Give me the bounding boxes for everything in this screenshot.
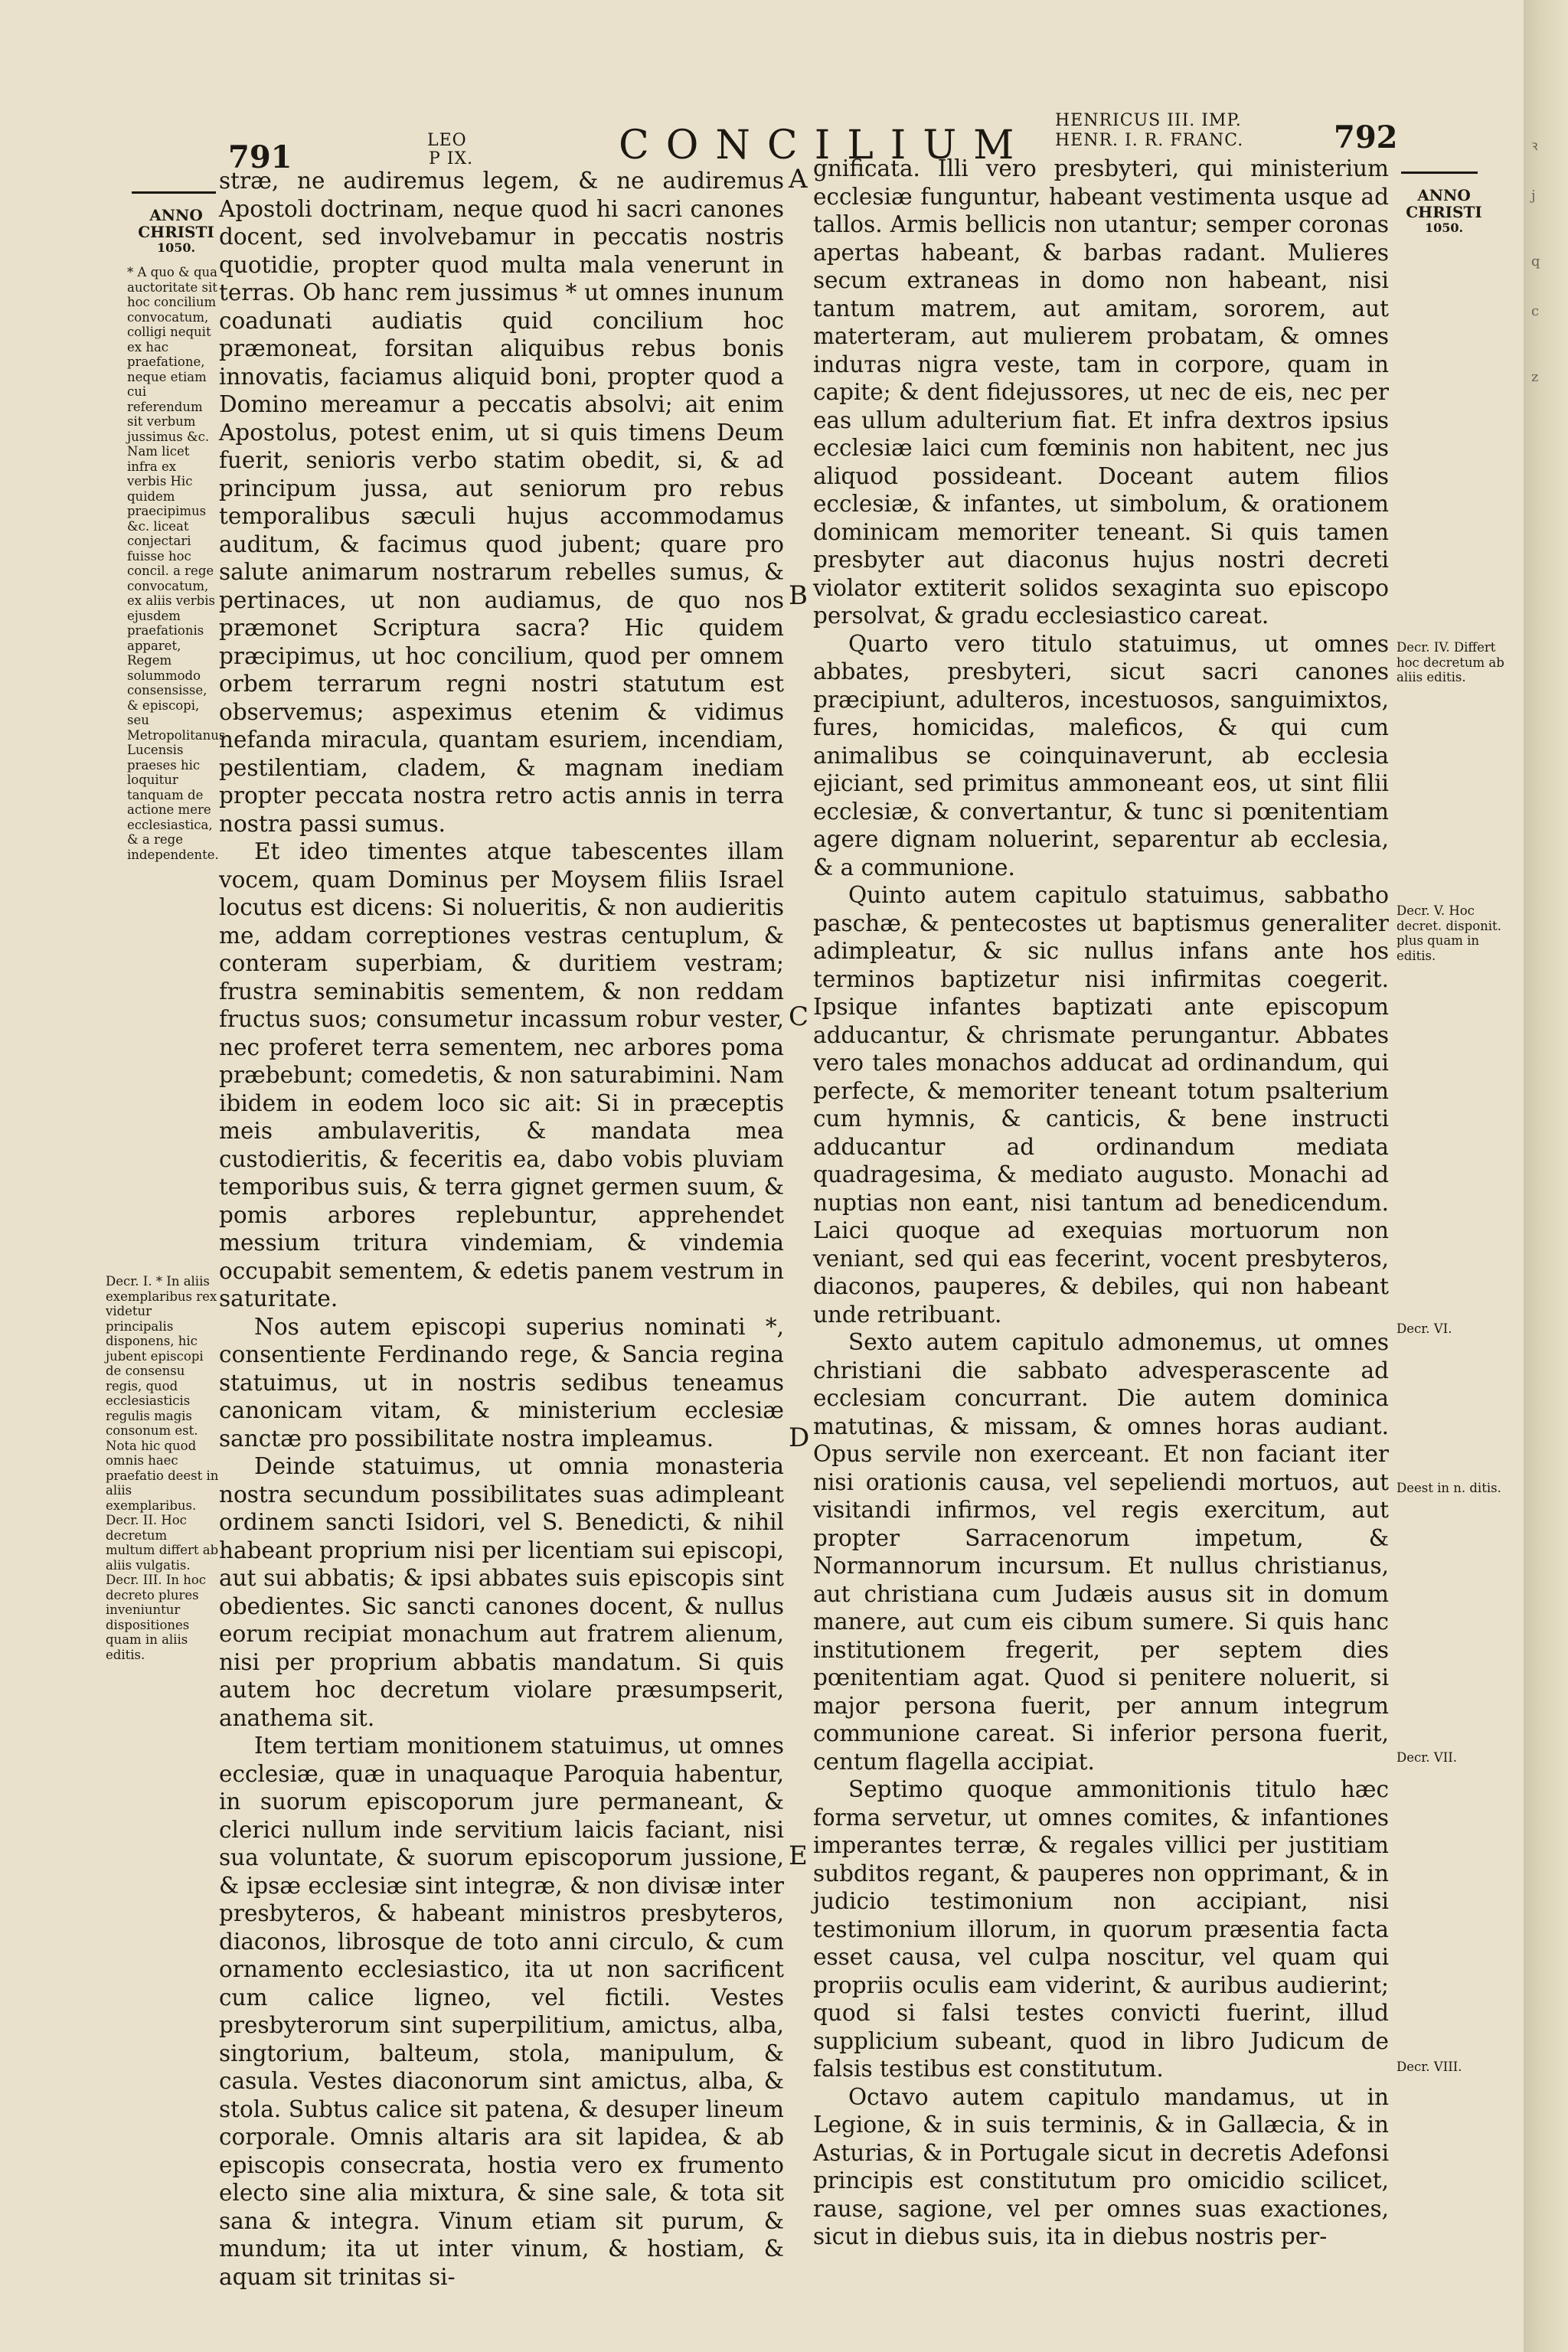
page-number-right: 792	[1334, 119, 1398, 155]
anno-christi-left: ANNO CHRISTI 1050.	[138, 206, 214, 255]
left-paragraph: Deinde statuimus, ut omnia monasteria nostra secundum possibilitates suas adimpleant ordinem sancti Isidori, vel S. Benedicti, & nihil habeant proprium nisi per licentiam sui episcopi, aut sui abbatis; & ipsi abbates suis episcopis sint obedientes. Sic sancti canones docent, & nullus eorum recipiat monachum aut fratrem alienum, nisi per proprium abbatis mandatum. Si quis autem hoc decretum violare præsumpserit, anathema sit.	[219, 1453, 784, 1731]
section-letter-b: B	[789, 580, 808, 611]
running-head-henricus: HENRICUS III. IMP.	[1055, 111, 1242, 130]
running-head-henr: HENR. I. R. FRANC.	[1055, 131, 1244, 150]
right-column	[813, 155, 1389, 2251]
anno-christi-right: ANNO CHRISTI 1050.	[1406, 186, 1482, 235]
right-paragraph: gnificata. Illi vero presbyteri, qui ministerium ecclesiæ funguntur, habeant vestimenta usque ad tallos. Armis bellicis non utantur; semper coronas apertas habeant, & barbas radant. Mulieres secum extraneas in domo non habeant, nisi tantum matrem, aut amitam, sororem, aut materteram, aut mulierem probatam, & omnes induтas nigra veste, tam in corpore, quam in capite; & dent fidejussores, ut nec de eis, nec per eas ullum adulterium fiat. Et infra dextros ipsius ecclesiæ laici cum fœminis non habitent, nec jus aliquod possideant. Doceant autem filios ecclesiæ, & infantes, ut simbolum, & orationem dominicam memoriter teneant. Si quis tamen presbyter aut diaconus hujus nostri decreti violator extiterit solidos sexaginta suo episcopo persolvat, & gradu ecclesiastico careat.	[813, 155, 1389, 629]
left-column	[219, 167, 784, 2291]
left-paragraph: Nos autem episcopi superius nominati *, consentiente Ferdinando rege, & Sancia regina statuimus, ut in nostris sedibus teneamus canonicam vitam, & ministerium ecclesiæ sanctæ pro possibilitate nostra impleamus.	[219, 1313, 784, 1452]
margin-note-deest: Deest in n. ditis.	[1396, 1481, 1501, 1495]
section-letter-c: C	[789, 1001, 809, 1032]
running-head-leo: LEO	[427, 131, 467, 150]
section-letter-a: A	[789, 164, 808, 194]
margin-note-decr5: Decr. V. Hoc decret. disponit. plus quam in editis.	[1396, 903, 1501, 963]
margin-note-left-top: * A quo & qua auctoritate sit hoc concilium convocatum, colligi nequit ex hac praefatione, neque etiam cui referendum sit verbum jussimus &c. Nam licet infra ex verbis Hic quidem praecipimus &c. liceat conjectari fuisse hoc concil. a rege convocatum, ex aliis verbis ejusdem praefationis apparet, Regem solummodo consensisse, & episcopi, seu Metropolitanus Lucensis praeses hic loquitur tanquam de actione mere ecclesiastica, & a rege independente.	[127, 265, 226, 862]
right-paragraph: Sexto autem capitulo admonemus, ut omnes christiani die sabbato advesperascente ad ecclesiam concurrant. Die autem dominica matutinas, & missam, & omnes horas audiant. Opus servile non exerceant. Et non faciant iter nisi orationis causa, vel sepeliendi mortuos, aut visitandi infirmos, vel regis exercitum, aut propter Sarracenorum impetum, & Normannorum incursum. Et nullus christianus, aut christiana cum Judæis ausus sit in domum manere, aut cum eis cibum sumere. Si quis hanc institutionem fregerit, per septem dies pœnitentiam agat. Quod si penitere noluerit, si major persona fuerit, per annum integrum communione careat. Si inferior persona fuerit, centum flagella accipiat.	[813, 1329, 1389, 1775]
running-head-pix: P IX.	[429, 149, 474, 168]
margin-note-decr6: Decr. VI.	[1396, 1321, 1452, 1336]
section-letter-e: E	[789, 1841, 808, 1871]
right-paragraph: Septimo quoque ammonitionis titulo hæc forma servetur, ut omnes comites, & infantiones imperantes terræ, & regales villici per justitiam subditos regant, & pauperes non opprimant, & in judicio testimonium non accipiant, nisi testimonium illorum, in quorum præsentia facta esset causa, vel culpa noscitur, vel quam qui propriis oculis eam viderint, & auribus audierint; quod si falsi testes convicti fuerint, illud supplicium subeant, quod in libro Judicum de falsis testibus est constitutum.	[813, 1776, 1389, 2082]
right-paragraph: Quarto vero titulo statuimus, ut omnes abbates, presbyteri, sicut sacri canones præcipiunt, adulteros, incestuosos, sanguimixtos, fures, homicidas, maleficos, & qui cum animalibus se coinquinaverunt, ab ecclesia ejiciant, sed primitus ammoneant eos, ut sint filii ecclesiæ, & convertantur, & tunc si pœnitentiam agere dignam noluerint, separentur ab ecclesia, & a communione.	[813, 630, 1389, 880]
left-paragraph: Item tertiam monitionem statuimus, ut omnes ecclesiæ, quæ in unaquaque Paroquia habentur, in suorum episcoporum jure permaneant, & clerici nullum inde servitium laicis faciant, nisi sua voluntate, & suorum episcoporum jussione, & ipsæ ecclesiæ sint integræ, & non divisæ inter presbyteros, & habeant ministros presbyteros, diaconos, librosque de toto anni circulo, & cum ornamento ecclesiastico, ita ut non sacrificent cum calice ligneo, vel fictili. Vestes presbyterorum sint superpilitium, amictus, alba, singtorium, balteum, stola, manipulum, & casula. Vestes diaconorum sint amictus, alba, & stola. Subtus calice sit patena, & desuper lineum corporale. Omnis altaris ara sit lapidea, & ab episcopis consecrata, hostia vero ex frumento electo sine alia mixtura, & sine sale, & tota sit sana & integra. Vinum etiam sit purum, & mundum; ita ut inter vinum, & hostiam, & aquam sit trinitas si-	[219, 1733, 784, 2290]
margin-note-decr8: Decr. VIII.	[1396, 2060, 1462, 2074]
left-rule	[132, 191, 216, 194]
margin-note-decr7: Decr. VII.	[1396, 1750, 1457, 1765]
right-paragraph: Octavo autem capitulo mandamus, ut in Legione, & in suis terminis, & in Gallæcia, & in Asturias, & in Portugale sicut in decretis Adefonsi principis est constitutum pro omicidio scilicet, rause, sagione, vel per omnes suas exactiones, sicut in diebus suis, ita in diebus nostris per-	[813, 2083, 1389, 2249]
right-paragraph: Quinto autem capitulo statuimus, sabbatho paschæ, & pentecostes ut baptismus generaliter adimpleatur, & sic nullus infans ante hos terminos baptizetur nisi infirmitas coegerit. Ipsique infantes baptizati ante episcopum adducantur, & chrismate perungantur. Abbates vero tales monachos adducat ad ordinandum, qui perfecte, & memoriter teneant totum psalterium cum hymnis, & canticis, & bene instructi adducantur ad ordinandum mediata quadragesima, & mediato augusto. Monachi ad nuptias non eant, nisi tantum ad benedicendum. Laici quoque ad exequias mortuorum non veniant, sed qui eas fecerint, vocent presbyteros, diaconos, pauperes, & debiles, qui non habeant unde retribuant.	[813, 882, 1389, 1328]
right-rule	[1401, 172, 1478, 174]
left-paragraph: stræ, ne audiremus legem, & ne audiremus Apostoli doctrinam, neque quod hi sacri canones docent, sed involvebamur in peccatis nostris quotidie, propter quod multa mala venerunt in terras. Ob hanc rem jussimus * ut omnes inunum coadunati audiatis quid concilium hoc præmoneat, forsitan aliquibus rebus bonis innovatis, faciamus aliquid boni, propter quod a Domino mereamur a peccatis absolvi; ait enim Apostolus, potest enim, ut si quis timens Deum fuerit, senioris verbo statim obedit, si, & ad principum jussa, aut seniorum pro rebus temporalibus sæculi hujus accommodamus auditum, & facimus quod jubent; quare pro salute animarum nostrarum rebelles sumus, & pertinaces, ut non audiamus, de quo nos præmonet Scriptura sacra? Hic quidem præcipimus, ut hoc concilium, quod per omnem orbem terrarum regni nostri statutum est observemus; aspeximus etenim & vidimus nefanda miracula, quantam esuriem, incendiam, pestilentiam, cladem, & magnam inediam propter peccata nostra retro actis annis in terra nostra passi sumus.	[219, 168, 784, 837]
margin-note-decr4: Decr. IV. Differt hoc decretum ab aliis editis.	[1396, 640, 1504, 684]
margin-note-left-bottom: Decr. I. * In aliis exemplaribus rex videtur principalis disponens, hic jubent episcopi de consensu regis, quod ecclesiasticis regulis magis consonum est. Nota hic quod omnis haec praefatio deest in aliis exemplaribus. Decr. II. Hoc decretum multum differt ab aliis vulgatis. Decr. III. In hoc decreto plures inveniuntur dispositiones quam in aliis editis.	[106, 1274, 219, 1662]
page-number-left: 791	[228, 139, 292, 175]
page-title: CONCILIUM	[619, 122, 1031, 168]
left-paragraph: Et ideo timentes atque tabescentes illam vocem, quam Dominus per Moysem filiis Israel locutus est dicens: Si nolueritis, & non audieritis me, addam correptiones vestras centuplum, & conteram superbiam, & duritiem vestram; frustra seminabitis sementem, & non reddam fructus suos; consumetur incassum robur vester, nec proferet terra sementem, nec arbores poma præbebunt; comedetis, & non saturabimini. Nam ibidem in eodem loco sic ait: Si in præceptis meis ambulaveritis, & mandata mea custodieritis, & feceritis ea, dabo vobis pluviam temporibus suis, & terra gignet germen suum, & pomis arbores replebuntur, apprehendet messium tritura vindemiam, & vindemia occupabit sementem, & edetis panem vestrum in saturitate.	[219, 838, 784, 1312]
gutter-marks: ꝛ j q c z	[1531, 138, 1540, 386]
section-letter-d: D	[789, 1423, 810, 1453]
